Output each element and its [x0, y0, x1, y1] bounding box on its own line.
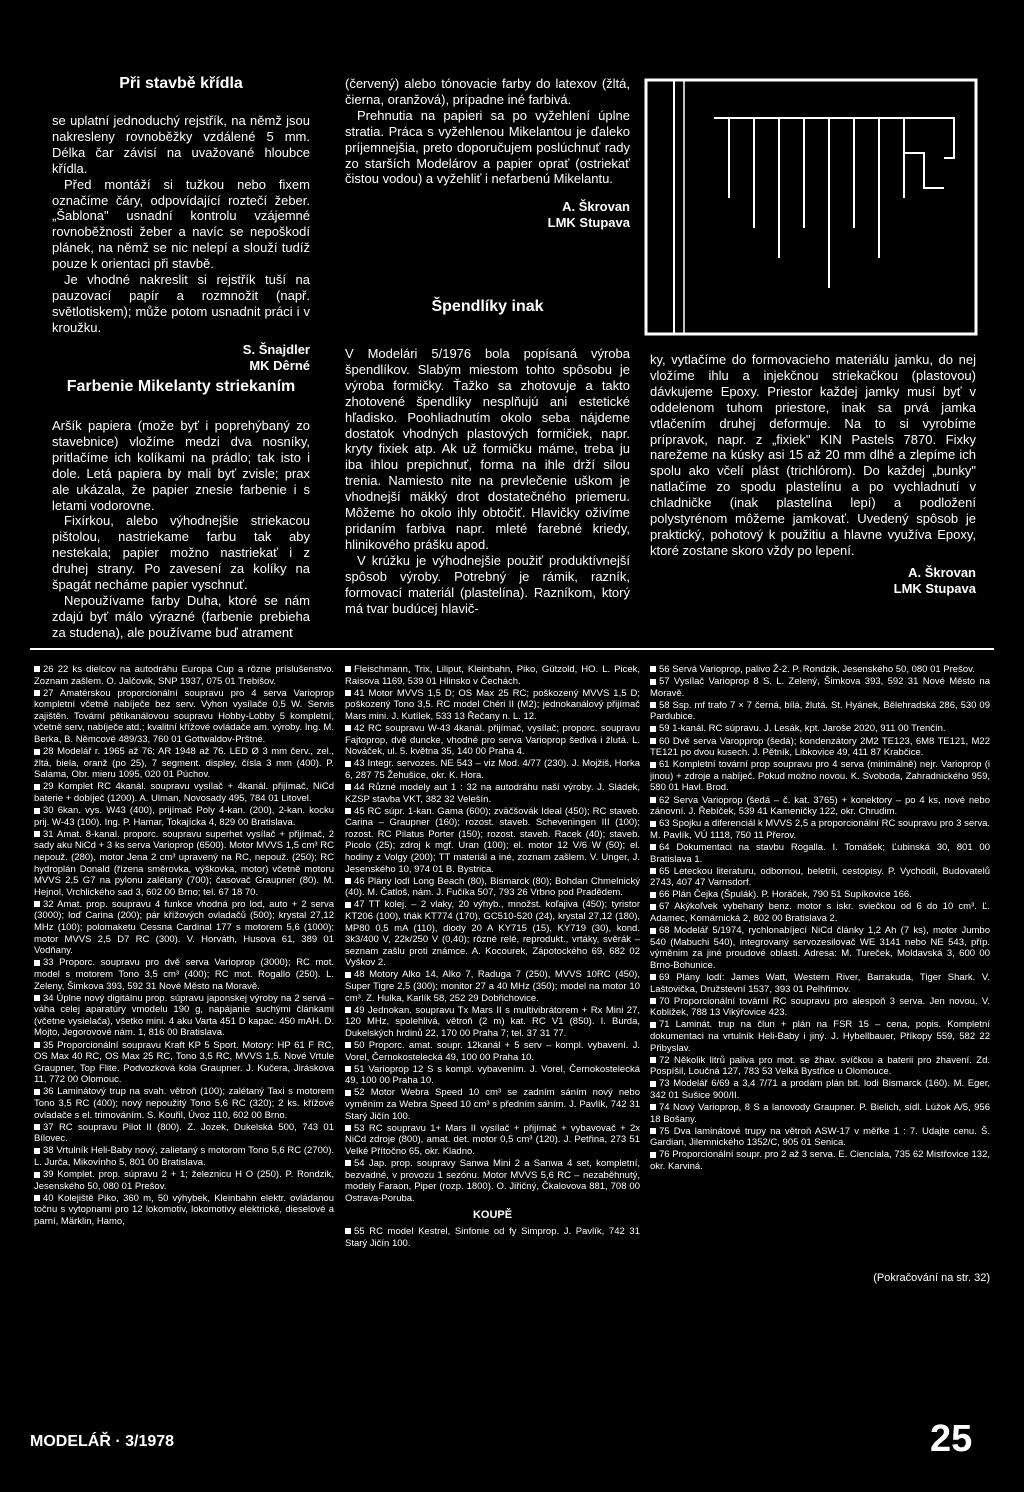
ad-text: 45 RC súpr. 1-kan. Gama (600); zväčšovák Ideal (450); RC staveb. Carina – Graupner (160); rozost. staveb. Scheveningen III (100); rozost. RC Pilatus Porter (150); rozost. staveb. Racek (40); staveb. Picolo (25); zdroj k mgf. Uran (100); el. motor 12 V/6 W (50); el. hodiny z Volgy (200); TT materiál a iné, zoznam zašlem. V. Unger, J. Jesenského 10, 974 01 B. Bystrica.	[345, 805, 640, 875]
bullet-icon	[345, 784, 351, 790]
classified-ad	[345, 1158, 640, 1204]
classified-ad	[650, 1019, 990, 1054]
classified-ad	[650, 1055, 990, 1078]
classified-ad	[345, 1226, 640, 1249]
ad-text: 46 Plány lodí Long Beach (80), Bismarck (80); Bohdan Chmelnický (40). M. Čatloš, nám. J. Fučíka 507, 793 26 Vrbno pod Pradědem.	[345, 875, 640, 899]
classified-ad	[34, 664, 334, 687]
ad-text: 28 Modelář r. 1965 až 76; AR 1948 až 76. LED Ø 3 mm červ., zel., žltá, biela, oranž (po 25), 7 segment. displey, čísla 3 mm (400). P. Salama, Obr. mieru 1095, 020 01 Púchov.	[34, 746, 334, 781]
ad-text: 26 22 ks dielcov na autodráhu Europa Cup a rôzne príslušenstvo. Zoznam zašlem. O. Jalčovik, SNP 1937, 075 01 Trebišov.	[34, 664, 334, 687]
bullet-icon	[650, 738, 656, 744]
classified-ad	[650, 795, 990, 818]
ad-text: 65 Leteckou literaturu, odbornou, beletrii, cestopisy. P. Vychodil, Budovatelů 2743, 407 47 Varnsdorf.	[650, 865, 990, 889]
bullet-icon	[345, 666, 351, 672]
classified-ad	[345, 969, 640, 1004]
ad-text: 40 Kolejiště Piko, 360 m, 50 výhybek, Kleinbahn elektr. ovládanou točnu s vytopnami pro 12 lokomotiv, lokomotivy elektrické, dieselové a parní, Märklin, Hamo,	[34, 1192, 334, 1227]
bullet-icon	[34, 995, 40, 1001]
ads-column-1	[34, 664, 334, 1228]
paragraph: Před montáží si tužkou nebo fixem označíme čáry, odpovídající roztečí žeber. „Šablona" usnadní kontrolu vzájemné rovnoběžnosti žeber a navíc se nepoškodí plánek, na němž se nic nelepí a slouží tudíž pouze k orientaci při stavbě.	[52, 176, 310, 272]
classified-ad	[650, 1078, 990, 1101]
club: MK Dêrné	[249, 357, 310, 373]
classified-ad	[650, 676, 990, 699]
ad-text: 76 Proporcionální soupr. pro 2 až 3 serva. E. Cienciala, 735 62 Mistřovice 132, okr. Karviná.	[650, 1149, 990, 1172]
classified-ad	[345, 1005, 640, 1040]
ad-text: 56 Servá Varioprop, palivo Ž-2. P. Rondzik, Jesenského 50, 080 01 Prešov.	[659, 664, 975, 675]
ad-text: 67 Akýkoľvek vybehaný benz. motor s iskr. sviečkou od 6 do 10 cm³. Ľ. Adamec, Komárnická 2, 802 00 Bratislava 2.	[650, 901, 990, 924]
article-spendliky-continuation	[650, 352, 976, 597]
bullet-icon	[650, 1152, 656, 1158]
ad-text: 41 Motor MVVS 1,5 D; OS Max 25 RC; poškozený MVVS 1,5 D; poškozený Tono 3,5. RC model Chéri II (M2); jednokanálový přijímač Mars mini. J. Kutílek, 533 13 Řečany n. L. 12.	[345, 687, 640, 722]
classified-ad	[34, 899, 334, 957]
bullet-icon	[650, 1057, 656, 1063]
bullet-icon	[345, 690, 351, 696]
classified-ad	[345, 1040, 640, 1063]
ad-text: 57 Vysílač Varioprop 8 S. L. Zelený, Šimkova 393, 592 31 Nové Město na Moravě.	[650, 676, 990, 699]
ad-text: 61 Kompletní tovární prop soupravu pro 4 serva (minimálně) nejr. Varioprop (i jinou) + zdroje a nabíječ. Pokud možno novou. K. Svoboda, Zahradnického 959, 580 01 Havl. Brod.	[650, 759, 990, 794]
ad-text: 55 RC model Kestrel, Sinfonie od fy Simprop. J. Pavlík, 742 31 Starý Jičín 100.	[345, 1225, 640, 1249]
classified-ad	[650, 1126, 990, 1149]
ad-text: 73 Modelář 6/69 a 3,4 7/71 a prodám plán bit. lodi Bismarck (160). M. Eger, 342 01 Sušice 900/II.	[650, 1078, 990, 1101]
classified-ad	[345, 782, 640, 805]
classified-ad	[650, 901, 990, 924]
article-body	[52, 113, 310, 336]
section-heading-koupe: KOUPĚ	[472, 1209, 513, 1222]
author: S. Šnajdler	[242, 341, 310, 357]
ad-text: 58 Ssp. mf trafo 7 × 7 černá, bílá, žlutá. St. Hyánek, Bělehradská 286, 530 09 Pardubice.	[650, 699, 990, 723]
bullet-icon	[34, 960, 40, 966]
article-body	[52, 418, 310, 641]
article-pri-stavbe-kridla	[52, 75, 310, 374]
bullet-icon	[650, 1081, 656, 1087]
article-title: Farbenie Mikelanty striekaním	[66, 378, 296, 395]
classified-ad	[345, 899, 640, 969]
classified-ad	[345, 1087, 640, 1122]
paragraph: Prehnutia na papieri sa po vyžehlení úplne stratia. Práca s vyžehlenou Mikelantou je ďaleko príjemnejšia, preto doporučujem poslúchnuť rady zo starších Modelárov a papier oprať (ostriekať čistou vodou) a vyžehliť i nefarbenú Mikelantu.	[345, 107, 630, 187]
ad-text: 43 Integr. servozes. NE 543 – viz Mod. 4/77 (230). J. Mojžiš, Horka 6, 287 75 Žehušice, okr. K. Hora.	[345, 758, 640, 781]
continuation-note: (Pokračování na str. 32)	[873, 1272, 990, 1284]
ad-text: 38 Vrtulník Heli-Baby nový, zalietaný s motorom Tono 5,6 RC (2700). L. Jurča, Mikovínho 5, 801 00 Bratislava.	[34, 1145, 334, 1168]
bullet-icon	[650, 1104, 656, 1110]
classified-ad	[34, 1122, 334, 1145]
classified-ad	[345, 806, 640, 876]
classified-ad	[34, 1086, 334, 1121]
bullet-icon	[650, 702, 656, 708]
bullet-icon	[345, 808, 351, 814]
club: LMK Stupava	[547, 215, 630, 231]
bullet-icon	[650, 762, 656, 768]
classified-ad	[650, 818, 990, 841]
paragraph: V Modelári 5/1976 bola popísaná výroba špendlíkov. Slabým miestom tohto spôsobu je výroba formičky. Ťažko sa zhotovuje a takto zhotovené špendlíky nesplňujú ani estetické hľadisko. Poohliadnutím okolo seba nájdeme dostatok vhodných plastových formičiek, napr. kryty fixiek atp. Ak už formičku máme, treba ju iba ihlou prepichnuť, forma na ihle drží silou trenia. Namiesto nite na prevlečenie uškom je vhodnejší mäkký drot dostatečného priemeru. Môžeme ho okolo ihly obtočiť. Hlavičky oživíme pridaním farbiva napr. mleté farebné kriedy, hlinikového prášku apod.	[345, 346, 630, 552]
bullet-icon	[650, 892, 656, 898]
classified-ad	[650, 996, 990, 1019]
classified-ad	[650, 1149, 990, 1172]
paragraph: Aršík papiera (može byť i poprehýbaný zo stavebnice) vložíme medzi dva nosníky, pritlačíme ich kolíkami na prádlo; tak isto i dole. Letá papiera by mali byť zvisle; prax ale ukázala, že papier znesie farbenie i s letami vodorovne.	[52, 418, 310, 513]
bullet-icon	[345, 1066, 351, 1072]
bullet-icon	[650, 974, 656, 980]
ad-text: 63 Spojku a diferenciál k MVVS 2,5 a proporcionální RC soupravu pro 3 serva. M. Pavlík, VÚ 1118, 750 11 Přerov.	[650, 818, 990, 841]
ad-text: 68 Modelář 5/1974, rychlonabíjecí NiCd články 1,2 Ah (7 ks), motor Jumbo 540 (Mabuchi 540), integrovaný servozesilovač WE 3141 nebo NE 543, příp. výměnim za jiné proudové oblasti. Adresa: M. Tureček, Moldavská 3, 600 00 Brno-Bohunice.	[650, 925, 990, 971]
ad-text: 71 Laminát. trup na člun + plán na FSR 15 – cena, popis. Kompletní dokumentaci na vrtulník Heli-Baby i jiný. J. Hybellbauer, Příkopy 559, 582 22 Přibyslav.	[650, 1019, 990, 1054]
classified-ad	[34, 1193, 334, 1228]
ad-text: 50 Proporc. amat. soupr. 12kanál + 5 serv – kompl. vybavení. J. Vorel, Černokostelecká 49, 100 00 Praha 10.	[345, 1040, 640, 1063]
ad-text: 37 RC soupravu Pilot II (800). Z. Jozek, Dukelská 500, 743 01 Bílovec.	[34, 1121, 334, 1145]
ad-text: 47 TT kolej. – 2 vlaky, 20 výhyb., množst. koľajiva (450); tyristor KT206 (100), tňák KT774 (170), GC510-520 (24), krystal 27,12 (180), MP80 0,5 mA (110), diody 20 A KY715 (15), KY719 (30), kond. 3k3/400 V, 22k/250 V (0,40); rôzné relé, reprodukt., vrtáky, svěrák – seznam zašlu proti známce. A. Kocourek, Zápotockého 69, 682 02 Vyškov 2.	[345, 899, 640, 969]
ad-text: 72 Několik litrů paliva pro mot. se žhav. svíčkou a baterii pro žhavení. Zd. Pospíšil, Loučná 127, 783 53 Velká Bystřice u Olomouce.	[650, 1054, 990, 1078]
classified-ad	[34, 746, 334, 781]
classified-ad	[34, 993, 334, 1039]
bullet-icon	[34, 831, 40, 837]
ad-text: 62 Serva Varioprop (šedá – č. kat. 3765) + konektory – po 4 ks, nové nebo zánovní. J. Řebíček, 539 41 Kameničky 122, okr. Chrudim.	[650, 794, 990, 818]
ad-text: 44 Různé modely aut 1 : 32 na autodráhu naší výroby. J. Sládek, KZSP stavba VKT, 382 32 Velešín.	[345, 781, 640, 805]
bullet-icon	[345, 1090, 351, 1096]
page-number: 25	[930, 1418, 973, 1460]
bullet-icon	[650, 797, 656, 803]
ad-text: 48 Motory Alko 14, Alko 7, Raduga 7 (250), MVVS 10RC (450), Super Tigre 2,5 (300); monitor 27 a 40 MHz (350); model na motor 10 cm³. Z. Hulka, Karlík 58, 252 29 Dobřichovice.	[345, 969, 640, 1004]
ad-text: 69 Plány lodí: James Watt, Western River, Barrakuda, Tiger Shark. V. Laštovička, Družstevní 1537, 393 01 Pelhřimov.	[650, 971, 990, 995]
bullet-icon	[650, 1022, 656, 1028]
ad-text: 66 Plán Čejka (Špulák). P. Horáček, 790 51 Supíkovice 166.	[659, 889, 912, 901]
paragraph: ky, vytlačíme do formovacieho materiálu jamku, do nej vložíme ihlu a injekčnou striekačkou (plastovou) dávkujeme Epoxy. Priestor každej jamky musí byť v oddelenom tuhom priestore, inak sa prvá jamka vtlačením druhej deformuje. Na to si vyrobíme prípravok, napr. z „fixiek" KIN Pastels 7870. Fixky narežeme na kúsky asi 15 až 20 mm dlhé a zlepíme ich spolu ako včelí plást (trichlórom). Do každej „bunky" natlačíme zo spodu plastelínu a po vychladnutí v chladničke (inak plastelína lepí) a podložení polystyrénom môžeme jamkovať. Uvedený spôsob je praktický, pohotový k použitiu a hlavne využíva Epoxy, ktoré zostane skoro vždy po lepení.	[650, 352, 976, 558]
bullet-icon	[345, 761, 351, 767]
template-drawing-figure	[644, 78, 978, 336]
article-farbenie-continuation	[345, 76, 630, 231]
article-title: Špendlíky inak	[431, 298, 544, 315]
ad-text: 51 Varioprop 12 S s kompl. vybavením. J. Vorel, Černokostelecká 49, 100 00 Praha 10.	[345, 1063, 640, 1087]
classified-ad	[345, 664, 640, 687]
paragraph: Je vhodné nakreslit si rejstřík tuší na pauzovací papír a rozmnožit (např. světlotiskem); může potom usnadnit práci i v kroužku.	[52, 272, 310, 335]
bullet-icon	[34, 690, 40, 696]
bullet-icon	[650, 726, 656, 732]
paragraph: (červený) alebo tónovacie farby do latexov (žltá, čierna, oranžová), prípadne iné farbivá.	[345, 76, 630, 107]
bullet-icon	[34, 1148, 40, 1154]
bullet-icon	[345, 972, 351, 978]
classified-ad	[34, 829, 334, 899]
bullet-icon	[345, 902, 351, 908]
ad-text: 39 Komplet. prop. súpravu 2 + 1; železnicu H O (250). P. Rondzik, Jesenského 50, 080 01 Prešov.	[34, 1169, 334, 1192]
bullet-icon	[345, 878, 351, 884]
classified-ad	[345, 1064, 640, 1087]
ad-text: 60 Dvě serva Varopprop (šedá); kondenzátory 2M2 TE123, 6M8 TE121, M22 TE121 po dvou kusech. J. Pětník, Libkovice 49, 411 87 Krabčice.	[650, 735, 990, 759]
bullet-icon	[650, 1128, 656, 1134]
ad-text: 53 RC soupravu 1+ Mars II vysílač + přijímač + vybavovač + 2x NiCd zdroje (800), amat. det. motor 0,5 cm³ (120). J. Petřina, 273 51 Velké Přítočno 65, okr. Kladno.	[345, 1122, 640, 1157]
ad-text: 32 Amat. prop. soupravu 4 funkce vhodná pro lod, auto + 2 serva (3000); loď Carina (200); pár křížových ovladačů (500); krystal 27,12 MHz (100); polomaketu Cessna Cardinal 177 s motorem 5,6 (1000); motor MVVS 2,5 D7 RC (300). V. Horváth, Husova 61, 389 01 Vodňany.	[34, 898, 334, 957]
bullet-icon	[34, 1042, 40, 1048]
bullet-icon	[345, 1042, 351, 1048]
paragraph: V krúžku je výhodnejšie použiť produktívnejší spôsob výroby. Potrebný je rámik, razník, formovací materiál (plastelína). Razníkom, ktorý má tvar budúcej hlavič-	[345, 552, 630, 616]
ads-column-3	[650, 664, 990, 1173]
bullet-icon	[650, 904, 656, 910]
classified-ad	[650, 1102, 990, 1125]
classified-ad	[650, 889, 990, 901]
bullet-icon	[345, 1160, 351, 1166]
bullet-icon	[650, 666, 656, 672]
bullet-icon	[34, 666, 40, 672]
classified-ad	[34, 1040, 334, 1086]
ad-text: 74 Nový Varioprop, 8 S a lanovody Graupner. P. Bielich, sídl. Lúžok A/5, 956 18 Bošany.	[650, 1101, 990, 1125]
bullet-icon	[650, 998, 656, 1004]
classified-ad	[650, 925, 990, 971]
classified-ad	[650, 700, 990, 723]
bullet-icon	[34, 1172, 40, 1178]
classified-ad	[34, 1169, 334, 1192]
bullet-icon	[650, 679, 656, 685]
classified-ad	[34, 957, 334, 992]
classified-ad	[650, 842, 990, 865]
bullet-icon	[345, 725, 351, 731]
classified-ad	[345, 1123, 640, 1158]
classified-ad	[650, 736, 990, 759]
bullet-icon	[34, 901, 40, 907]
bullet-icon	[34, 784, 40, 790]
bullet-icon	[345, 1007, 351, 1013]
classified-ad	[345, 723, 640, 758]
magazine-issue: MODELÁŘ · 3/1978	[30, 1433, 175, 1450]
ad-text: 36 Laminátový trup na svah. větroň (100); zalétaný Taxi s motorem Tono 3,5 RC (400); nový nepoužitý Tono 5,6 RC (320); 2 ks. křížové ovladače s el. trimováním. S. Kouřil, Úvoz 110, 602 00 Brno.	[34, 1086, 334, 1121]
club: LMK Stupava	[893, 580, 976, 596]
classified-ad	[650, 759, 990, 794]
section-divider	[30, 648, 994, 650]
bullet-icon	[34, 1124, 40, 1130]
bullet-icon	[34, 1089, 40, 1095]
ad-text: 30 6kan. vys. W43 (400), prijímač Poly 4-kan. (200), 2-kan. kocku prij. W-43 (100). Ing. P. Hamar, Tokajícka 4, 829 00 Bratislava.	[34, 805, 334, 828]
bullet-icon	[650, 844, 656, 850]
ads-column-2	[345, 664, 640, 1250]
classified-ad	[34, 781, 334, 804]
ad-text: 75 Dva laminátové trupy na větroň ASW-17 v měřke 1 : 7. Udajte cenu. Š. Gardian, Jilemnického 1352/C, 905 01 Senica.	[650, 1125, 990, 1149]
classified-ad	[34, 1145, 334, 1168]
ad-text: 27 Amatérskou proporcionální soupravu pro 4 serva Varioprop kompletní včetně nabíječe bez serv. Vyhon vysílače 0,5 W. Servis zajištěn. Tovární pětikanálovou soupravu Hobby-Lobby 5 kompletní, včetně serv, nabíječe atd.; kvalitní křížové ovládače am. výroby. Ing. M. Berka, B. Němcové 489/33, 760 01 Gottwaldov-Prštné.	[34, 687, 334, 746]
bullet-icon	[34, 1195, 40, 1201]
classified-ad	[650, 723, 990, 735]
article-spendliky-inak	[345, 298, 630, 616]
ad-text: 52 Motor Webra Speed 10 cm³ se zadním sáním nový nebo vyměním za Webra Speed 10 cm³ s předním sáním. J. Pavlík, 742 31 Starý Jičín 100.	[345, 1087, 640, 1122]
classified-ad	[650, 972, 990, 995]
article-farbenie-mikelanty	[52, 378, 310, 641]
author: A. Škrovan	[562, 199, 630, 215]
classified-ad	[345, 876, 640, 899]
ad-text: 49 Jednokan. soupravu Tx Mars II s multivibrátorem + Rx Mini 27, 120 MHz, spolehlivá, větroň (2 m) kat. RC V1 (850). I. Burda, Dukelských hrdinů 22, 170 00 Praha 7; tel. 37 31 77.	[345, 1004, 640, 1039]
ad-text: 54 Jap. prop. soupravy Sanwa Mini 2 a Sanwa 4 set, kompletní, bezvadné, v provozu 1 sezónu. Motor MVVS 5,6 RC – nezaběhnutý, modely Faraon, Piper (rozp. 1800). O. Jiřičný, Čkalovova 881, 708 00 Ostrava-Poruba.	[345, 1157, 640, 1204]
article-title: Při stavbě křídla	[119, 75, 243, 92]
bullet-icon	[650, 928, 656, 934]
ad-text: Fleischmann, Trix, Liliput, Kleinbahn, Piko, Gützold, HO. L. Picek, Raisova 1169, 539 01 Hlinsko v Čechách.	[345, 664, 640, 687]
ad-text: 33 Proporc. soupravu pro dvě serva Varioprop (3000); RC mot. model s motorem Tono 3,5 cm³ (400); RC mot. Rogallo (250). L. Zeleny, Šimkova 393, 592 31 Nové Město na Moravě.	[34, 957, 334, 992]
ad-text: 59 1-kanál. RC súpravu. J. Lesák, kpt. Jaroše 2020, 911 00 Trenčín.	[659, 723, 946, 735]
classified-ad	[345, 758, 640, 781]
bullet-icon	[34, 749, 40, 755]
ad-text: 31 Amat. 8-kanal. proporc. soupravu superhet vysílač + přijímač, 2 sady aku NiCd + 3 ks serva Varioprop (6500). Motor MVVS 1,5 cm³ RC nepouž. (280), motor Jena 2 cm³ upravený na RC, nepouž. (250); RC hydroplán Donald (řízena směrovka, výškovka, motor) včetně motoru MVVS 2,5 G7 na pylonu zalétaný (700); časovač Graupner (80). M. Hejnol, Vrchlického sad 3, 602 00 Brno; tel. 67 18 70.	[34, 828, 334, 898]
bullet-icon	[345, 1125, 351, 1131]
paragraph: Fixírkou, alebo výhodnejšie striekacou pištolou, nastriekame farbu tak aby nestekala; papier možno nastriekať i z druhej strany. Po zavesení za kolíky na špagát necháme papier vyschnuť.	[52, 513, 310, 593]
ad-text: 70 Proporcionální tovární RC soupravu pro alespoň 3 serva. Jen novou. V. Kobližek, 788 13 Vikýřovice 423.	[650, 995, 990, 1019]
paragraph: se uplatní jednoduchý rejstřík, na němž jsou nakresleny rovnoběžky vzdálené 5 mm. Délka čar závisí na uvažované hloubce křídla.	[52, 113, 310, 176]
ad-text: 29 Komplet RC 4kanál. soupravu vysílač + 4kanál. přijímač, NiCd baterie + dobíječ (1200). A. Ulman, Novosady 495, 784 01 Litovel.	[34, 781, 334, 805]
author: A. Škrovan	[908, 564, 976, 580]
bullet-icon	[34, 808, 40, 814]
paragraph: Nepoužívame farby Duha, ktoré se nám zdajú byť málo výrazné (farbenie prebieha za studena), ale používame buď atrament	[52, 592, 310, 640]
classified-ad	[34, 688, 334, 746]
bullet-icon	[650, 868, 656, 874]
ad-text: 35 Proporcionální soupravu Kraft KP 5 Sport. Motory: HP 61 F RC, OS Max 40 RC, OS Max 25 RC, Tono 3,5 RC, MVVS 1,5. Nové Vrtule Graupner, Top Flite. Podvozková kola Graupner. J. Kučera, Jiráskova 11, 772 00 Olomouc.	[34, 1039, 334, 1086]
classified-ad	[650, 664, 990, 676]
ad-text: 34 Úplne nový digitálnu prop. súpravu japonskej výroby na 2 servá – váha celej aparatúry vmodelu 190 g, napájanie suchými článkami (včetne vysielača), všetko mini. 4 aku Varta 451 D kapac. 450 mAH. D. Mojto, Jegorovové nám. 1, 816 00 Bratislava.	[34, 992, 334, 1039]
ad-text: 42 RC soupravu W-43 4kanál. přijímač, vysílač; proporc. soupravu Fajtoprop, dvě duncke, vhodné pro serva Varioprop šedivá i žlutá. L. Nováček, ul. 5. května 35, 140 00 Praha 4.	[345, 722, 640, 758]
classified-ad	[345, 688, 640, 723]
ad-text: 64 Dokumentaci na stavbu Rogalla. I. Tomášek; Ľubinská 30, 801 00 Bratislava 1.	[650, 841, 990, 865]
bullet-icon	[345, 1228, 351, 1234]
bullet-icon	[650, 821, 656, 827]
classified-ad	[34, 805, 334, 828]
classified-ad	[650, 866, 990, 889]
